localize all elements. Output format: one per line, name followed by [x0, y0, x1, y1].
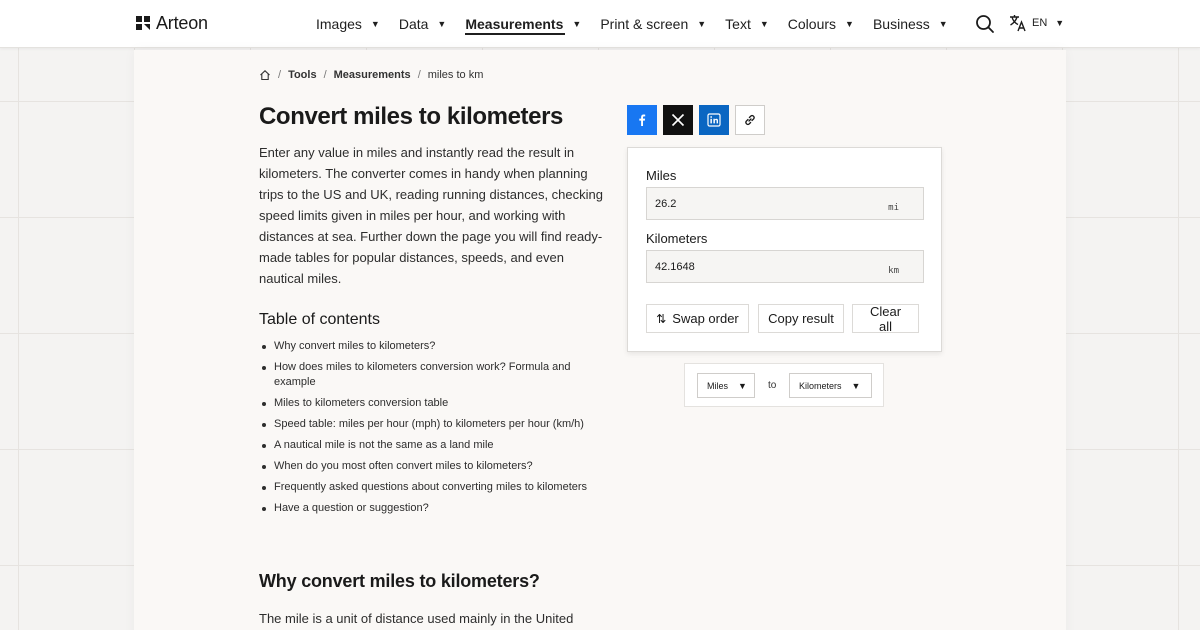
caret-down-icon: ▼ [697, 19, 707, 29]
nav-item-measurements[interactable] [465, 0, 581, 48]
kilometers-unit: km [888, 266, 899, 276]
intro-paragraph: Enter any value in miles and instantly read the result in kilometers. The converter comes in handy when planning trips to the US and UK, reading running distances, checking speed limits given in miles per hour, and working with distances at sea. Further down the page you will find ready-made tables for popular distances, speeds, and even nautical miles. [259, 145, 603, 286]
nav-item-label: Text [725, 16, 751, 32]
section-heading: Why convert miles to kilometers? [259, 571, 540, 591]
toc-item[interactable]: Why convert miles to kilometers? [259, 339, 609, 354]
breadcrumb-separator: / [278, 69, 282, 81]
miles-label: Miles [646, 168, 677, 183]
brand-logo[interactable] [136, 13, 208, 34]
nav-item-label: Images [316, 16, 362, 32]
breadcrumb-separator: / [323, 69, 327, 81]
nav-item-images[interactable] [316, 0, 380, 48]
caret-down-icon: ▼ [938, 19, 948, 29]
toc-item[interactable]: Speed table: miles per hour (mph) to kilometers per hour (km/h) [259, 417, 609, 432]
nav-item-label: Colours [787, 16, 837, 32]
caret-down-icon: ▼ [437, 19, 447, 29]
nav-item-data[interactable] [399, 0, 447, 48]
language-code: EN [1032, 17, 1048, 29]
kilometers-input[interactable] [655, 251, 855, 282]
caret-down-icon: ▼ [1055, 18, 1065, 28]
main-menu [316, 0, 967, 48]
toc-item[interactable]: Frequently asked questions about converting miles to kilometers [259, 480, 609, 495]
toc-item[interactable]: Have a question or suggestion? [259, 501, 609, 516]
search-icon [975, 14, 995, 34]
facebook-icon [635, 113, 649, 127]
x-icon [671, 113, 685, 127]
unit-connector: to [768, 380, 777, 391]
kilometers-label: Kilometers [646, 231, 708, 246]
search-button[interactable] [975, 14, 995, 34]
nav-item-label: Data [398, 16, 429, 32]
swap-order-label: Swap order [672, 311, 739, 326]
miles-input[interactable] [655, 188, 855, 219]
breadcrumb-separator: / [417, 69, 421, 81]
miles-field[interactable] [646, 187, 924, 220]
toc-item[interactable]: How does miles to kilometers conversion work? Formula and example [259, 360, 609, 390]
top-navigation-bar [0, 0, 1200, 48]
link-icon [743, 113, 757, 127]
nav-item-label: Measurements [465, 16, 564, 32]
swap-order-button[interactable] [646, 304, 749, 333]
brand-name: Arteon [156, 13, 208, 33]
caret-down-icon: ▼ [370, 19, 380, 29]
swap-arrows-icon: ⇅ [656, 311, 667, 326]
caret-down-icon: ▼ [738, 380, 747, 391]
share-x-button[interactable] [663, 105, 693, 135]
brand-logo-icon [136, 16, 152, 32]
kilometers-field[interactable] [646, 250, 924, 283]
linkedin-icon [707, 113, 721, 127]
nav-item-text[interactable] [725, 0, 769, 48]
nav-item-label: Print & screen [600, 16, 689, 32]
nav-item-print-screen[interactable] [600, 0, 706, 48]
toc-item[interactable]: Miles to kilometers conversion table [259, 396, 609, 411]
to-unit-value: Kilometers [799, 380, 842, 391]
nav-item-colours[interactable] [788, 0, 854, 48]
share-facebook-button[interactable] [627, 105, 657, 135]
breadcrumb [259, 69, 483, 81]
from-unit-value: Miles [707, 380, 729, 391]
caret-down-icon: ▼ [572, 19, 582, 29]
translate-icon [1009, 14, 1027, 32]
breadcrumb-current: miles to km [427, 69, 484, 81]
home-icon[interactable] [259, 69, 271, 81]
share-linkedin-button[interactable] [699, 105, 729, 135]
language-selector[interactable] [1009, 14, 1064, 32]
breadcrumb-tools[interactable]: Tools [288, 69, 317, 81]
caret-down-icon: ▼ [851, 380, 861, 391]
copy-link-button[interactable] [735, 105, 765, 135]
table-of-contents [259, 339, 609, 522]
breadcrumb-measurements[interactable]: Measurements [333, 69, 411, 81]
miles-unit: mi [888, 203, 899, 213]
toc-item[interactable]: When do you most often convert miles to kilometers? [259, 459, 609, 474]
from-unit-select[interactable] [697, 373, 755, 398]
clear-all-button[interactable] [852, 304, 919, 333]
clear-all-label: Clear all [869, 303, 902, 334]
page-title: Convert miles to kilometers [259, 103, 563, 130]
section-paragraph: The mile is a unit of distance used mainly in the United [259, 611, 574, 626]
copy-result-label: Copy result [768, 311, 834, 326]
to-unit-select[interactable] [789, 373, 872, 398]
toc-item[interactable]: A nautical mile is not the same as a land mile [259, 438, 609, 453]
toc-title: Table of contents [259, 311, 380, 328]
nav-item-label: Business [872, 16, 930, 32]
caret-down-icon: ▼ [759, 19, 769, 29]
nav-item-business[interactable] [873, 0, 948, 48]
unit-picker [684, 363, 884, 407]
copy-result-button[interactable] [758, 304, 844, 333]
caret-down-icon: ▼ [845, 19, 854, 29]
converter-card [627, 147, 942, 352]
